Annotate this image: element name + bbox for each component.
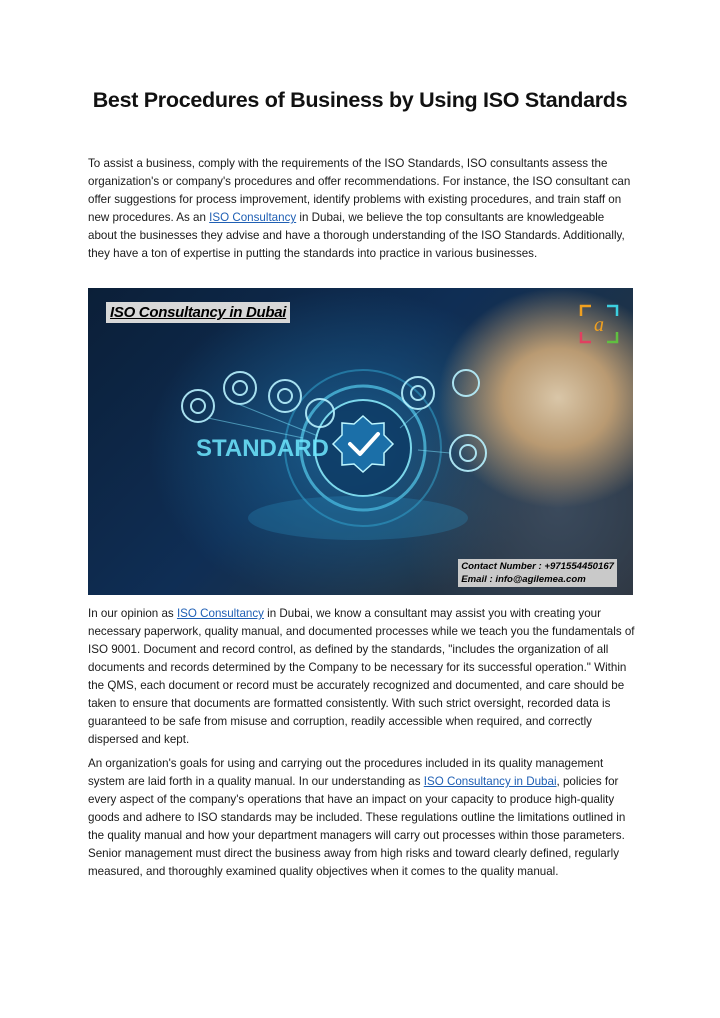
svg-text:a: a [594, 314, 604, 336]
paragraph-quality-manual: An organization's goals for using and carrying out the procedures included in its quality management system are laid forth in a quality manual. In our understanding as ISO Consultancy in Dubai, policies for every aspect of the company's operations that have an impact on your capacity to produce high-quality goods and adhere to ISO standards may be included. These regulations outline the limitations outlined in the quality manual and how your department managers will carry out processes within those parameters. Senior management must direct the business away from high risks and toward clearly defined, regularly measured, and thoroughly examined quality objectives when it comes to the quality manual. [88, 757, 626, 878]
hero-image [88, 288, 633, 595]
iso-standard-illustration [88, 288, 633, 595]
contact-number: Contact Number : +971554450167 [461, 561, 614, 572]
hero-caption: ISO Consultancy in Dubai [106, 302, 290, 323]
iso-consultancy-link[interactable]: ISO Consultancy [176, 607, 264, 620]
standard-overlay-text: STANDARD [196, 435, 329, 462]
contact-email: Email : info@agilemea.com [461, 574, 586, 585]
paragraph-paperwork: In our opinion as ISO Consultancy in Dubai, we know a consultant may assist you with creating your necessary paperwork, quality manual, and documented processes while we teach you the fundamentals of ISO 9001. Document and record control, as defined by the standards, "includes the organization of all documents and records determined by the Company to be necessary for its successful operation." Within the QMS, each document or record must be accurately recognized and documented, and care should be taken to ensure that documents are formatted consistently. With such strict oversight, recorded data is guaranteed to be safe from misuse and corruption, readily accessible when required, and correctly dispersed and kept. [88, 607, 635, 746]
hero-contact-block [458, 559, 617, 587]
paragraph-intro: To assist a business, comply with the requirements of the ISO Standards, ISO consultants assess the organization's or company's procedures and offer recommendations. For instance, the ISO consultant can offer suggestions for process improvement, identify problems with existing procedures, and train staff on new procedures. As an ISO Consultancy in Dubai, we believe the top consultants are knowledgeable about the businesses they advise and have a thorough understanding of the ISO Standards. Additionally, they have a ton of expertise in putting the standards into practice in various businesses. [88, 157, 631, 260]
page-title: Best Procedures of Business by Using ISO Standards [92, 88, 628, 112]
iso-consultancy-link[interactable]: ISO Consultancy [209, 211, 297, 224]
iso-consultancy-dubai-link[interactable]: ISO Consultancy in Dubai [423, 775, 557, 788]
agile-logo [579, 304, 619, 344]
